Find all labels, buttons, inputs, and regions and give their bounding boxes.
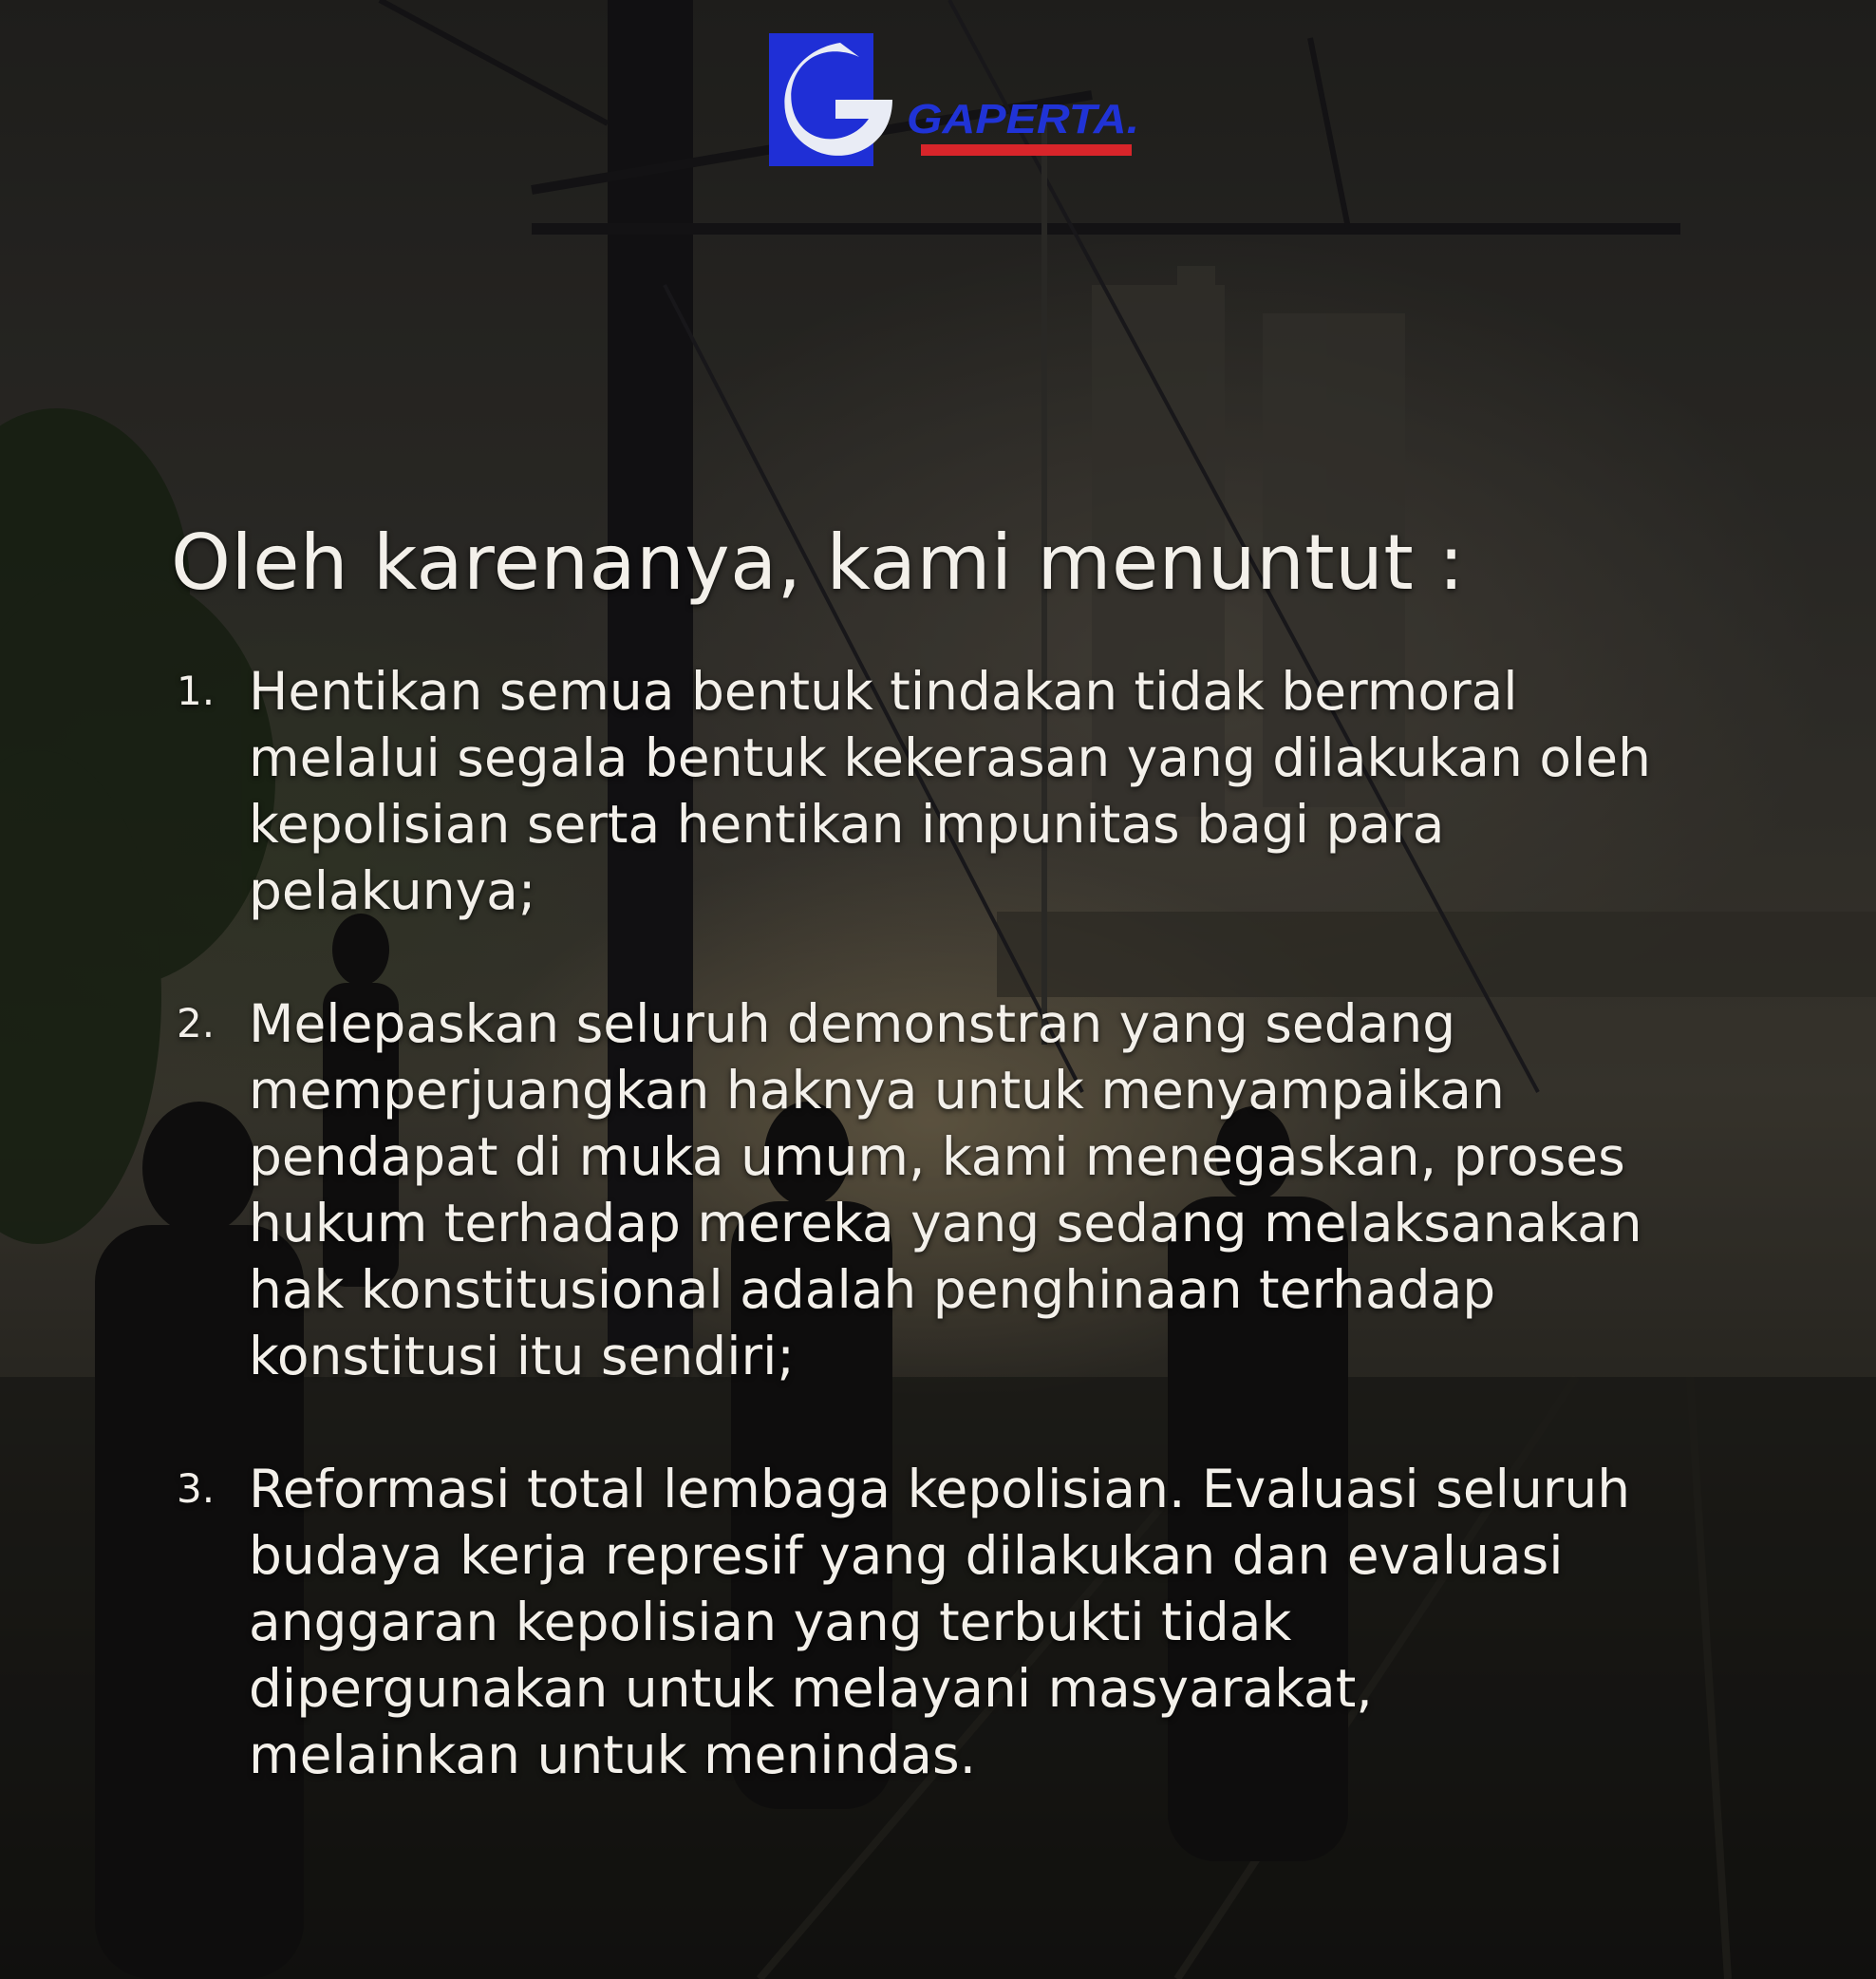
- demand-item-3: [171, 1456, 1652, 1788]
- demand-text: Melepaskan seluruh demonstran yang sedang memperjuangkan haknya untuk menyampaikan pendapat di muka umum, kami menegaskan, proses hukum terhadap mereka yang sedang melaksanakan hak konstitusional adalah penghinaan terhadap konstitusi itu sendiri;: [249, 993, 1642, 1386]
- demand-number: 1.: [177, 668, 216, 714]
- text-panel: [171, 518, 1652, 1855]
- heading: Oleh karenanya, kami menuntut :: [171, 518, 1465, 607]
- demand-number: 3.: [177, 1465, 216, 1512]
- demand-text: Reformasi total lembaga kepolisian. Evaluasi seluruh budaya kerja represif yang dilakukan dan evaluasi anggaran kepolisian yang terbukti tidak dipergunakan untuk melayani masyarakat, melainkan untuk menindas.: [249, 1459, 1631, 1785]
- demand-item-2: [171, 990, 1652, 1389]
- gaperta-logo: [760, 28, 1139, 180]
- logo-red-bar: [921, 144, 1132, 156]
- demand-number: 2.: [177, 1000, 216, 1046]
- demand-text: Hentikan semua bentuk tindakan tidak bermoral melalui segala bentuk kekerasan yang dilakukan oleh kepolisian serta hentikan impunitas bagi para pelakunya;: [249, 661, 1651, 921]
- logo-text: GAPERTA.: [907, 96, 1139, 142]
- demand-item-1: [171, 658, 1652, 924]
